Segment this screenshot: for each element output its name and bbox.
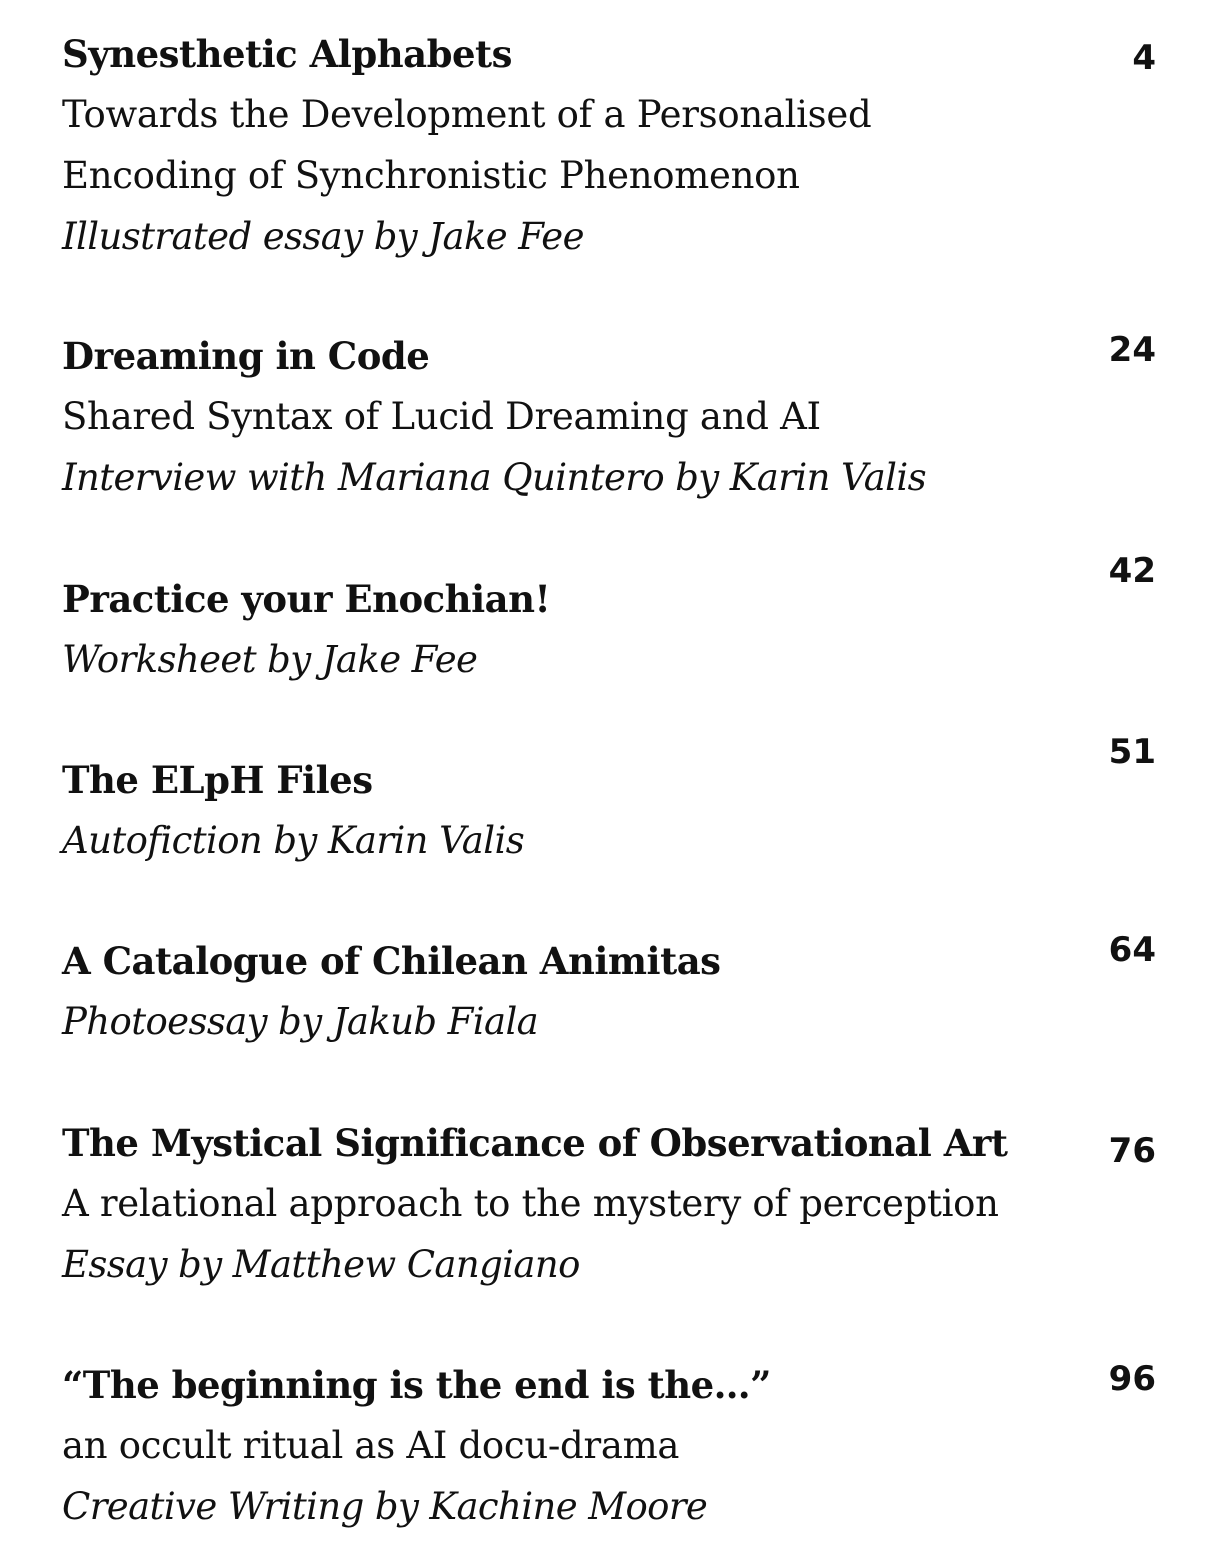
entry-subtitle: an occult ritual as AI docu-drama	[62, 1424, 680, 1467]
entry-title: Dreaming in Code	[62, 334, 430, 378]
toc-entry	[62, 931, 1092, 1052]
entry-page-number: 64	[1108, 930, 1156, 970]
entry-title: The ELpH Files	[62, 758, 373, 802]
toc-entry	[62, 326, 1092, 508]
toc-entry	[62, 1113, 1092, 1295]
entry-page-number: 51	[1108, 732, 1156, 772]
toc-entry	[62, 750, 1092, 871]
entry-title: The Mystical Significance of Observational Art	[62, 1121, 1008, 1165]
entry-byline: Worksheet by Jake Fee	[62, 638, 478, 681]
entry-title: “The beginning is the end is the…”	[62, 1363, 771, 1407]
toc-entry	[62, 24, 1092, 267]
entry-page-number: 76	[1108, 1131, 1156, 1171]
entry-byline: Essay by Matthew Cangiano	[62, 1243, 580, 1286]
toc-entry	[62, 1355, 1092, 1537]
entry-page-number: 4	[1132, 38, 1156, 78]
entry-byline: Illustrated essay by Jake Fee	[62, 215, 584, 258]
entry-byline: Photoessay by Jakub Fiala	[62, 1000, 539, 1043]
entry-title: Synesthetic Alphabets	[62, 32, 512, 76]
entry-page-number: 42	[1108, 551, 1156, 591]
entry-page-number: 96	[1108, 1359, 1156, 1399]
entry-subtitle: Shared Syntax of Lucid Dreaming and AI	[62, 395, 821, 438]
toc-entry	[62, 569, 1092, 690]
entry-byline: Creative Writing by Kachine Moore	[62, 1485, 708, 1528]
entry-subtitle: Towards the Development of a Personalised Encoding of Synchronistic Phenomenon	[62, 93, 872, 197]
entry-page-number: 24	[1108, 330, 1156, 370]
entry-byline: Autofiction by Karin Valis	[62, 819, 525, 862]
entry-byline: Interview with Mariana Quintero by Karin Valis	[62, 456, 927, 499]
entry-title: A Catalogue of Chilean Animitas	[62, 939, 721, 983]
entry-title: Practice your Enochian!	[62, 577, 551, 621]
entry-subtitle: A relational approach to the mystery of perception	[62, 1182, 999, 1225]
